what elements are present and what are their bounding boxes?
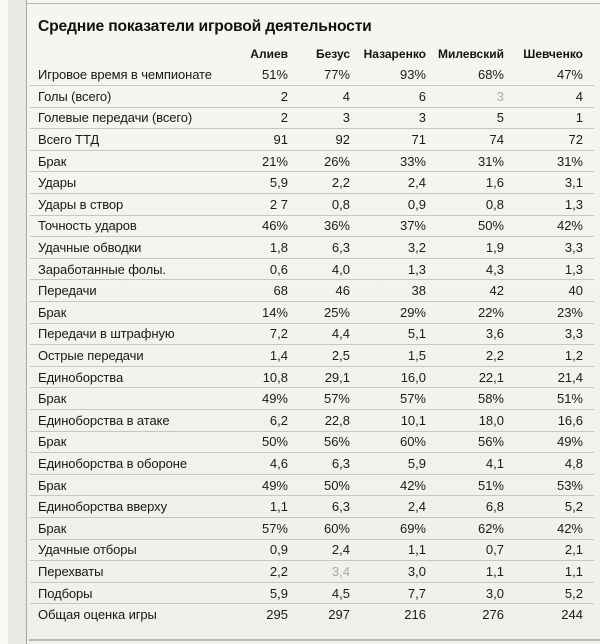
table-row	[30, 107, 594, 129]
metric-value: 50%	[230, 431, 288, 453]
metric-value: 2	[230, 107, 288, 129]
metric-value: 62%	[426, 517, 504, 539]
metric-value: 4,1	[426, 453, 504, 475]
metric-value: 244	[561, 607, 583, 623]
metric-value: 0,6	[230, 258, 288, 280]
metric-value: 6,3	[288, 237, 350, 259]
metric-value: 49%	[504, 431, 594, 453]
metric-value: 3,3	[504, 323, 594, 345]
metric-value: 3,0	[426, 582, 504, 604]
metric-value: 0,9	[350, 194, 426, 216]
scanned-stats-panel	[26, 0, 600, 644]
metric-label: Брак	[30, 431, 230, 453]
metric-value: 7,2	[230, 323, 288, 345]
metric-value: 16,6	[504, 410, 594, 432]
table-body	[30, 64, 594, 625]
metric-value: 72	[504, 129, 594, 151]
metric-value: 297	[328, 607, 350, 623]
metric-value: 216	[404, 607, 426, 623]
table-row	[30, 496, 594, 518]
metric-label: Всего ТТД	[30, 129, 230, 151]
metric-label: Передачи	[30, 280, 230, 302]
metric-value: 2,4	[350, 172, 426, 194]
metric-value: 1,1	[350, 539, 426, 561]
metric-value: 71	[350, 129, 426, 151]
metric-value: 14%	[230, 302, 288, 324]
metric-value: 1,9	[426, 237, 504, 259]
metric-label: Брак	[30, 150, 230, 172]
metric-value: 4,4	[288, 323, 350, 345]
metric-value: 6,2	[230, 410, 288, 432]
metric-value: 69%	[350, 517, 426, 539]
metric-value: 38	[350, 280, 426, 302]
metric-value: 2,2	[288, 172, 350, 194]
column-header-empty	[30, 45, 230, 64]
metric-value: 3,6	[426, 323, 504, 345]
page-title: Средние показатели игровой деятельности	[38, 18, 372, 35]
metric-value: 40	[504, 280, 594, 302]
table-row	[30, 345, 594, 367]
metric-value: 2 7	[230, 194, 288, 216]
metric-value: 1,3	[504, 194, 594, 216]
metric-value: 7,7	[350, 582, 426, 604]
metric-label: Брак	[30, 474, 230, 496]
metric-value: 46	[288, 280, 350, 302]
metric-value: 58%	[426, 388, 504, 410]
table-row	[30, 86, 594, 108]
metric-value: 1,3	[504, 258, 594, 280]
player-stats-table	[30, 45, 594, 625]
metric-label: Перехваты	[30, 561, 230, 583]
table-row	[30, 258, 594, 280]
metric-value: 6	[350, 86, 426, 108]
metric-label: Общая оценка игры	[38, 607, 157, 623]
metric-value: 3	[426, 86, 504, 108]
metric-value: 50%	[426, 215, 504, 237]
column-header-player: Назаренко	[363, 47, 426, 61]
metric-value: 1,5	[350, 345, 426, 367]
metric-value: 42%	[504, 517, 594, 539]
metric-value: 42%	[350, 474, 426, 496]
table-row	[30, 431, 594, 453]
metric-value: 4	[288, 86, 350, 108]
metric-value: 2,5	[288, 345, 350, 367]
metric-value: 68	[230, 280, 288, 302]
metric-value: 0,8	[426, 194, 504, 216]
metric-label: Брак	[30, 302, 230, 324]
metric-value: 4,8	[504, 453, 594, 475]
metric-value: 1,4	[230, 345, 288, 367]
metric-label: Игровое время в чемпионате	[30, 64, 230, 86]
metric-value: 3,1	[504, 172, 594, 194]
metric-value: 0,7	[426, 539, 504, 561]
metric-value: 5,9	[230, 582, 288, 604]
top-rule	[27, 3, 600, 4]
metric-value: 3,3	[504, 237, 594, 259]
table-row	[30, 517, 594, 539]
metric-value: 57%	[230, 517, 288, 539]
metric-value: 49%	[230, 474, 288, 496]
metric-label: Удары	[30, 172, 230, 194]
metric-value: 1,2	[504, 345, 594, 367]
metric-label: Единоборства вверху	[30, 496, 230, 518]
metric-value: 3,4	[288, 561, 350, 583]
header-row	[30, 45, 594, 64]
metric-value: 3,2	[350, 237, 426, 259]
metric-value: 6,3	[288, 496, 350, 518]
metric-value: 42%	[504, 215, 594, 237]
column-header-player: Милевский	[437, 47, 504, 61]
metric-label: Точность ударов	[30, 215, 230, 237]
metric-value: 25%	[288, 302, 350, 324]
metric-value: 37%	[350, 215, 426, 237]
metric-value: 42	[426, 280, 504, 302]
table-row	[30, 302, 594, 324]
table-row	[30, 172, 594, 194]
metric-value: 6,8	[426, 496, 504, 518]
metric-value: 5,9	[350, 453, 426, 475]
metric-value: 5,2	[504, 582, 594, 604]
metric-value: 1,1	[504, 561, 594, 583]
metric-value: 21%	[230, 150, 288, 172]
table-row	[30, 194, 594, 216]
metric-value: 0,9	[230, 539, 288, 561]
metric-value: 2,4	[350, 496, 426, 518]
metric-value: 50%	[288, 474, 350, 496]
metric-value: 68%	[426, 64, 504, 86]
metric-value: 3	[288, 107, 350, 129]
metric-value: 2,4	[288, 539, 350, 561]
metric-value: 46%	[230, 215, 288, 237]
metric-value: 22,1	[426, 366, 504, 388]
table-row	[30, 129, 594, 151]
metric-value: 4,3	[426, 258, 504, 280]
metric-value: 4	[504, 86, 594, 108]
metric-value: 60%	[288, 517, 350, 539]
metric-value: 60%	[350, 431, 426, 453]
metric-value: 33%	[350, 150, 426, 172]
metric-value: 47%	[504, 64, 594, 86]
metric-value: 36%	[288, 215, 350, 237]
metric-value: 276	[482, 607, 504, 623]
table-row	[30, 366, 594, 388]
metric-value: 10,1	[350, 410, 426, 432]
metric-value: 26%	[288, 150, 350, 172]
metric-value: 51%	[504, 388, 594, 410]
metric-value: 51%	[426, 474, 504, 496]
metric-value: 56%	[288, 431, 350, 453]
metric-label: Удачные отборы	[30, 539, 230, 561]
column-header-player: Безус	[315, 47, 350, 61]
metric-value: 16,0	[350, 366, 426, 388]
metric-value: 23%	[504, 302, 594, 324]
metric-value: 1,8	[230, 237, 288, 259]
metric-value: 2	[230, 86, 288, 108]
table-row	[30, 64, 594, 86]
metric-label: Передачи в штрафную	[30, 323, 230, 345]
metric-value: 2,2	[426, 345, 504, 367]
table-row	[30, 237, 594, 259]
metric-value: 31%	[426, 150, 504, 172]
metric-label: Брак	[30, 517, 230, 539]
metric-value: 0,8	[288, 194, 350, 216]
table-row	[30, 582, 594, 604]
metric-value: 4,6	[230, 453, 288, 475]
metric-value: 18,0	[426, 410, 504, 432]
metric-label: Острые передачи	[30, 345, 230, 367]
metric-value: 22,8	[288, 410, 350, 432]
metric-value: 93%	[350, 64, 426, 86]
metric-value: 1,3	[350, 258, 426, 280]
metric-value: 4,5	[288, 582, 350, 604]
metric-label: Удары в створ	[30, 194, 230, 216]
metric-value: 57%	[288, 388, 350, 410]
metric-label: Подборы	[30, 582, 230, 604]
metric-label: Голевые передачи (всего)	[30, 107, 230, 129]
table-row	[30, 150, 594, 172]
metric-value: 4,0	[288, 258, 350, 280]
metric-value: 3,0	[350, 561, 426, 583]
metric-value: 74	[426, 129, 504, 151]
metric-value: 1	[504, 107, 594, 129]
metric-value: 5,1	[350, 323, 426, 345]
table-row	[30, 561, 594, 583]
table-row	[30, 604, 594, 626]
metric-value: 5,2	[504, 496, 594, 518]
column-header-player: Алиев	[250, 47, 288, 61]
metric-label: Брак	[30, 388, 230, 410]
metric-value: 2,1	[504, 539, 594, 561]
table-row	[30, 474, 594, 496]
page-margin	[0, 0, 8, 644]
table-row	[30, 539, 594, 561]
metric-value: 31%	[504, 150, 594, 172]
metric-label: Единоборства в атаке	[30, 410, 230, 432]
metric-value: 3	[350, 107, 426, 129]
table-row	[30, 280, 594, 302]
table-row	[30, 388, 594, 410]
metric-value: 1,1	[426, 561, 504, 583]
metric-value: 5,9	[230, 172, 288, 194]
metric-label: Удачные обводки	[30, 237, 230, 259]
table-row	[30, 323, 594, 345]
metric-value: 57%	[350, 388, 426, 410]
table-header	[30, 45, 594, 64]
table-row	[30, 215, 594, 237]
bottom-rule	[29, 639, 600, 641]
metric-value: 56%	[426, 431, 504, 453]
metric-value: 77%	[288, 64, 350, 86]
metric-label: Единоборства в обороне	[30, 453, 230, 475]
metric-value: 295	[266, 607, 288, 623]
metric-value: 10,8	[230, 366, 288, 388]
metric-value: 49%	[230, 388, 288, 410]
metric-value: 21,4	[504, 366, 594, 388]
metric-value: 91	[230, 129, 288, 151]
metric-value: 2,2	[230, 561, 288, 583]
metric-value: 51%	[230, 64, 288, 86]
table-row	[30, 410, 594, 432]
metric-value: 53%	[504, 474, 594, 496]
metric-value: 1,1	[230, 496, 288, 518]
metric-value: 29%	[350, 302, 426, 324]
metric-value: 29,1	[288, 366, 350, 388]
metric-label: Заработанные фолы.	[30, 258, 230, 280]
metric-value: 22%	[426, 302, 504, 324]
metric-value: 92	[288, 129, 350, 151]
metric-label: Единоборства	[30, 366, 230, 388]
metric-value: 6,3	[288, 453, 350, 475]
metric-label: Голы (всего)	[30, 86, 230, 108]
table-row	[30, 453, 594, 475]
metric-value: 5	[426, 107, 504, 129]
column-header-player: Шевченко	[523, 47, 583, 61]
metric-value: 1,6	[426, 172, 504, 194]
